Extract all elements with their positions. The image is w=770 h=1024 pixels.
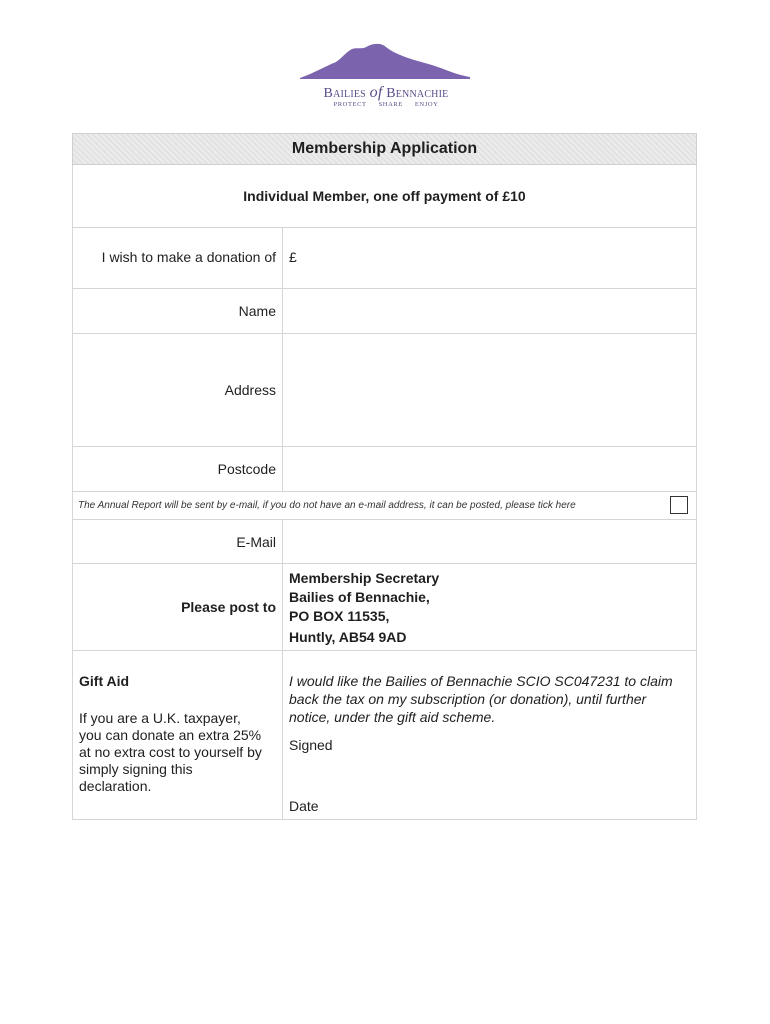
tagline-protect: PROTECT — [333, 101, 367, 108]
gift-aid-declaration-area — [283, 651, 696, 819]
address-input[interactable] — [283, 334, 696, 446]
name-row — [72, 289, 697, 334]
post-address — [283, 564, 696, 650]
gift-aid-info — [73, 651, 283, 819]
membership-type-row — [72, 165, 697, 228]
logo-title — [296, 84, 476, 102]
currency-symbol: £ — [289, 249, 297, 265]
annual-report-note: The Annual Report will be sent by e-mail, if you do not have an e-mail address, it can be posted, please tick here — [78, 500, 576, 511]
post-address-line: Huntly, AB54 9AD — [289, 629, 407, 645]
gift-aid-heading: Gift Aid — [79, 673, 130, 689]
gift-aid-explanation: If you are a U.K. taxpayer, you can donate an extra 25% at no extra cost to yourself by simply signing this declaration. — [79, 710, 262, 794]
donation-label: I wish to make a donation of — [73, 228, 283, 288]
membership-form — [72, 133, 697, 820]
bailies-logo — [296, 40, 476, 116]
annual-report-row — [72, 492, 697, 520]
tagline-share: SHARE — [378, 101, 403, 108]
tagline-enjoy: ENJOY — [414, 101, 439, 108]
name-input[interactable] — [283, 289, 696, 333]
date-label: Date — [289, 798, 319, 814]
email-label: E-Mail — [73, 520, 283, 563]
logo-name-part1: Bailies — [323, 86, 366, 101]
mountain-icon — [296, 40, 476, 82]
post-address-line: Bailies of Bennachie, — [289, 589, 430, 605]
postcode-input[interactable] — [283, 447, 696, 491]
name-label: Name — [73, 289, 283, 333]
postcode-label: Postcode — [73, 447, 283, 491]
form-title: Membership Application — [72, 133, 697, 165]
signed-label: Signed — [289, 737, 333, 753]
post-to-row — [72, 564, 697, 651]
gift-aid-declaration: I would like the Bailies of Bennachie SCIO SC047231 to claim back the tax on my subscription (or donation), until further notice, under the gift aid scheme. — [289, 673, 673, 725]
post-address-line: PO BOX 11535, — [289, 608, 390, 624]
email-input[interactable] — [283, 520, 696, 563]
email-row — [72, 520, 697, 564]
donation-row — [72, 228, 697, 289]
address-label: Address — [73, 334, 283, 446]
logo-tagline — [296, 101, 476, 108]
postcode-row — [72, 447, 697, 492]
logo-name-of: of — [369, 84, 383, 101]
post-to-label: Please post to — [73, 564, 283, 650]
gift-aid-row — [72, 651, 697, 820]
post-address-line: Membership Secretary — [289, 570, 440, 586]
donation-input[interactable] — [283, 228, 696, 288]
logo-name-part2: Bennachie — [386, 86, 449, 101]
membership-type: Individual Member, one off payment of £10 — [243, 188, 526, 204]
post-report-checkbox[interactable] — [670, 496, 688, 514]
address-row — [72, 334, 697, 447]
